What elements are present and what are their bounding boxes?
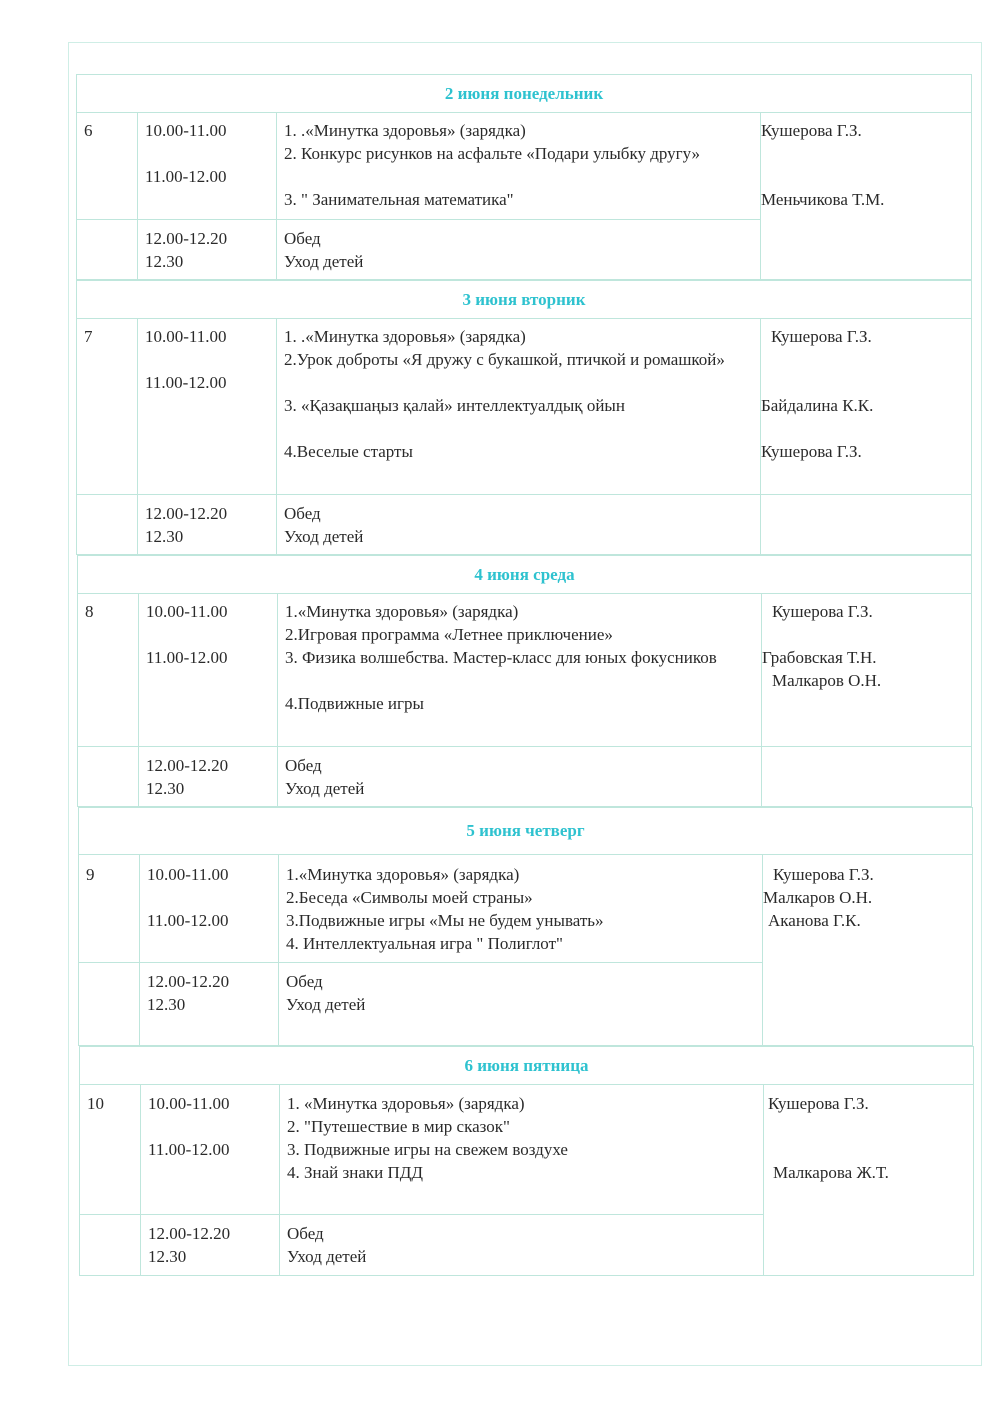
activity-item: 2. Конкурс рисунков на асфальте «Подари улыбку другу» bbox=[284, 144, 701, 163]
lunch-item: Уход детей bbox=[287, 1247, 367, 1266]
activity-item: 3.Подвижные игры «Мы не будем унывать» bbox=[286, 911, 604, 930]
day-number: 6 bbox=[84, 121, 93, 140]
lunch-item: Обед bbox=[287, 1224, 324, 1243]
lunch-time: 12.30 bbox=[148, 1247, 187, 1266]
schedule-block-day-2 bbox=[0, 318, 992, 555]
lunch-time: 12.00-12.20 bbox=[148, 1224, 231, 1243]
time-slot: 11.00-12.00 bbox=[146, 648, 228, 667]
activity-item: 4.Веселые старты bbox=[284, 442, 413, 461]
activity-item: 2.Игровая программа «Летнее приключение» bbox=[285, 625, 613, 644]
lunch-item: Обед bbox=[286, 972, 323, 991]
day-header-text: 5 июня четверг bbox=[466, 821, 585, 840]
activity-item: 4. Знай знаки ПДД bbox=[287, 1163, 423, 1182]
number-cell-lunch bbox=[79, 1214, 141, 1276]
time-slot: 10.00-11.00 bbox=[146, 602, 228, 621]
time-slot: 11.00-12.00 bbox=[148, 1140, 230, 1159]
responsible-name: Малкаров О.Н. bbox=[763, 888, 873, 907]
responsible-name: Кушерова Г.З. bbox=[768, 1094, 869, 1113]
responsible-name: Кушерова Г.З. bbox=[761, 442, 862, 461]
time-slot: 10.00-11.00 bbox=[145, 327, 227, 346]
activity-item: 1. .«Минутка здоровья» (зарядка) bbox=[284, 327, 526, 346]
lunch-item: Уход детей bbox=[284, 252, 364, 271]
schedule-block-day-1 bbox=[0, 112, 992, 280]
time-slot: 11.00-12.00 bbox=[145, 373, 227, 392]
lunch-time: 12.00-12.20 bbox=[145, 229, 228, 248]
schedule-block-day-3 bbox=[0, 593, 992, 807]
lunch-time: 12.30 bbox=[146, 779, 185, 798]
activity-item: 3. " Занимательная математика" bbox=[284, 190, 514, 209]
lunch-item: Уход детей bbox=[285, 779, 365, 798]
day-header-text: 4 июня среда bbox=[474, 564, 575, 584]
responsible-name: Кушерова Г.З. bbox=[771, 327, 872, 346]
activity-item: 3. «Қазақшаңыз қалай» интеллектуалдық ойын bbox=[284, 396, 625, 415]
day-header bbox=[77, 555, 972, 594]
day-header bbox=[79, 1046, 974, 1085]
lunch-time: 12.30 bbox=[147, 995, 186, 1014]
activity-item: 1.«Минутка здоровья» (зарядка) bbox=[286, 865, 520, 884]
responsible-name: Малкаров О.Н. bbox=[772, 671, 882, 690]
responsible-cell-lunch bbox=[760, 494, 972, 555]
activity-item: 2.Урок доброты «Я дружу с букашкой, птичкой и ромашкой» bbox=[284, 350, 725, 369]
day-number: 8 bbox=[85, 602, 94, 621]
activity-item: 2.Беседа «Символы моей страны» bbox=[286, 888, 533, 907]
activity-item: 4. Интеллектуальная игра " Полиглот" bbox=[286, 934, 563, 953]
lunch-item: Обед bbox=[285, 756, 322, 775]
responsible-name: Кушерова Г.З. bbox=[761, 121, 862, 140]
number-cell-lunch bbox=[78, 962, 140, 1046]
responsible-name: Грабовская Т.Н. bbox=[762, 648, 877, 667]
activity-item: 3. Подвижные игры на свежем воздухе bbox=[287, 1140, 568, 1159]
responsible-name: Меньчикова Т.М. bbox=[761, 190, 885, 209]
lunch-time: 12.00-12.20 bbox=[147, 972, 230, 991]
activity-item: 1. .«Минутка здоровья» (зарядка) bbox=[284, 121, 526, 140]
responsible-cell-lunch bbox=[761, 746, 972, 807]
number-cell-lunch bbox=[76, 494, 138, 555]
day-header bbox=[78, 807, 973, 855]
responsible-name: Аканова Г.К. bbox=[768, 911, 861, 930]
day-number: 10 bbox=[87, 1094, 104, 1113]
time-slot: 10.00-11.00 bbox=[145, 121, 227, 140]
day-header-text: 3 июня вторник bbox=[462, 289, 586, 309]
activity-item: 2. "Путешествие в мир сказок" bbox=[287, 1117, 510, 1136]
activity-item: 4.Подвижные игры bbox=[285, 694, 424, 713]
responsible-name: Малкарова Ж.Т. bbox=[773, 1163, 889, 1182]
activity-item: 1.«Минутка здоровья» (зарядка) bbox=[285, 602, 519, 621]
lunch-item: Обед bbox=[284, 504, 321, 523]
lunch-time: 12.30 bbox=[145, 527, 184, 546]
day-header-text: 2 июня понедельник bbox=[444, 83, 604, 103]
activity-item: 1. «Минутка здоровья» (зарядка) bbox=[287, 1094, 525, 1113]
responsible-name: Байдалина К.К. bbox=[761, 396, 874, 415]
lunch-item: Обед bbox=[284, 229, 321, 248]
time-slot: 11.00-12.00 bbox=[147, 911, 229, 930]
day-header-text: 6 июня пятница bbox=[464, 1055, 589, 1075]
lunch-time: 12.00-12.20 bbox=[146, 756, 229, 775]
lunch-time: 12.00-12.20 bbox=[145, 504, 228, 523]
schedule-block-day-4 bbox=[0, 854, 992, 1046]
lunch-item: Уход детей bbox=[284, 527, 364, 546]
number-cell-lunch bbox=[76, 219, 138, 280]
lunch-time: 12.30 bbox=[145, 252, 184, 271]
day-number: 7 bbox=[84, 327, 93, 346]
activity-item: 3. Физика волшебства. Мастер-класс для юных фокусников bbox=[285, 648, 717, 667]
responsible-name: Кушерова Г.З. bbox=[772, 602, 873, 621]
schedule-block-day-5 bbox=[0, 1084, 992, 1276]
time-slot: 10.00-11.00 bbox=[147, 865, 229, 884]
day-number: 9 bbox=[86, 865, 95, 884]
time-slot: 11.00-12.00 bbox=[145, 167, 227, 186]
day-header bbox=[76, 74, 972, 113]
lunch-item: Уход детей bbox=[286, 995, 366, 1014]
responsible-name: Кушерова Г.З. bbox=[773, 865, 874, 884]
day-header bbox=[76, 280, 972, 319]
time-slot: 10.00-11.00 bbox=[148, 1094, 230, 1113]
number-cell-lunch bbox=[77, 746, 139, 807]
